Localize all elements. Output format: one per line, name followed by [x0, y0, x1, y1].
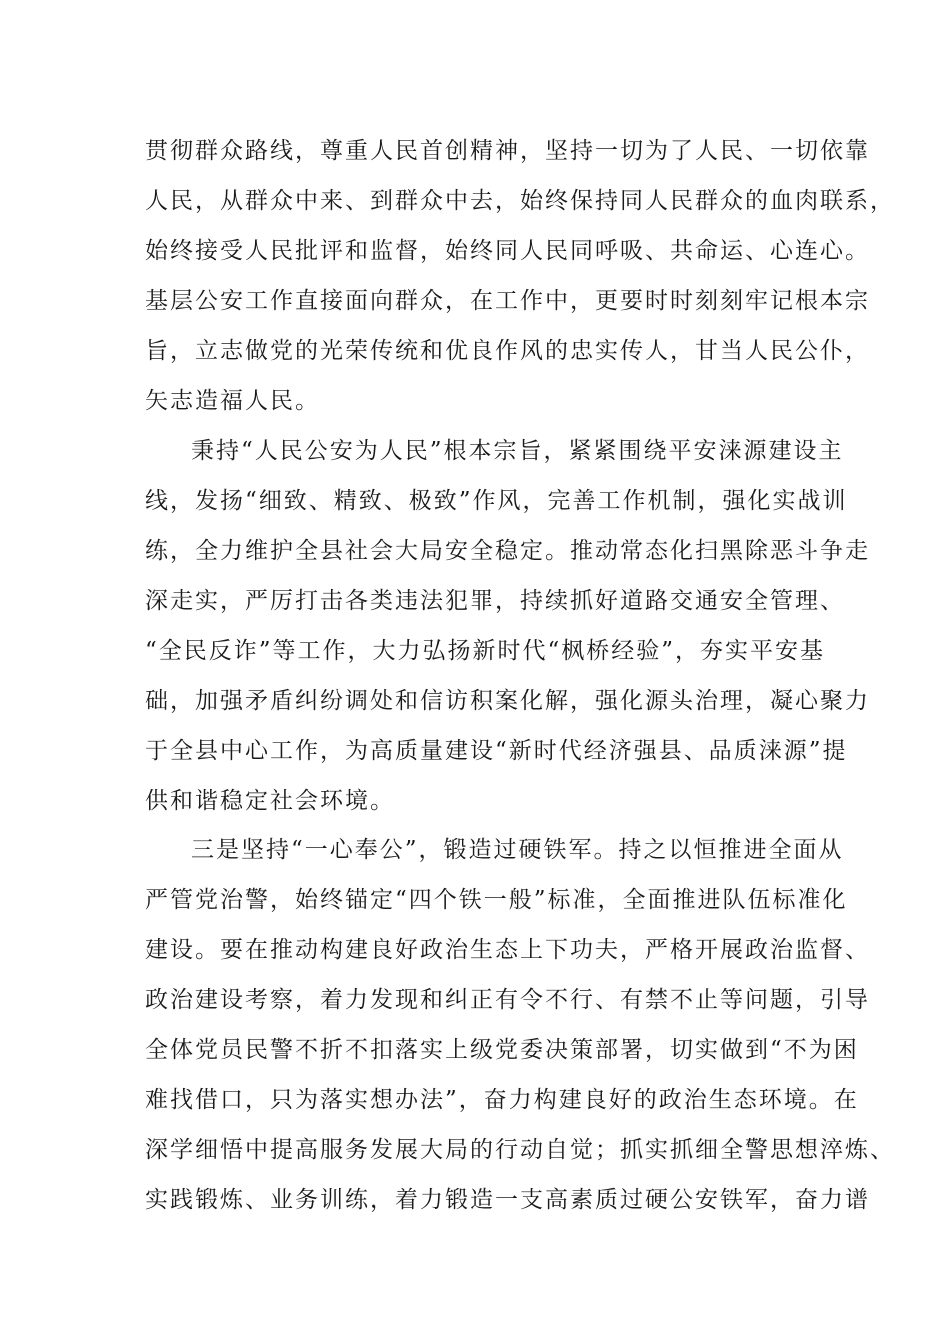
text-line: 础，加强矛盾纠纷调处和信访积案化解，强化源头治理，凝心聚力 — [145, 688, 870, 714]
text-line: 实践锻炼、业务训练，着力锻造一支高素质过硬公安铁军，奋力谱 — [145, 1187, 870, 1213]
text-line: 练，全力维护全县社会大局安全稳定。推动常态化扫黑除恶斗争走 — [145, 538, 870, 564]
text-line: 矢志造福人民。 — [145, 388, 320, 414]
text-line: 始终接受人民批评和监督，始终同人民同呼吸、共命运、心连心。 — [145, 238, 870, 264]
text-line: 秉持“人民公安为人民”根本宗旨，紧紧围绕平安涞源建设主 — [191, 438, 844, 464]
text-line: 供和谐稳定社会环境。 — [145, 788, 395, 814]
text-line: 基层公安工作直接面向群众，在工作中，更要时时刻刻牢记根本宗 — [145, 288, 870, 314]
text-line: 线，发扬“细致、精致、极致”作风，完善工作机制，强化实战训 — [145, 488, 848, 514]
text-line: 贯彻群众路线，尊重人民首创精神，坚持一切为了人民、一切依靠 — [145, 138, 870, 164]
text-line: 深走实，严厉打击各类违法犯罪，持续抓好道路交通安全管理、 — [145, 588, 845, 614]
text-line: 三是坚持“一心奉公”，锻造过硬铁军。持之以恒推进全面从 — [191, 837, 844, 863]
text-line: 深学细悟中提高服务发展大局的行动自觉；抓实抓细全警思想淬炼、 — [145, 1137, 895, 1163]
text-line: 难找借口，只为落实想办法”，奋力构建良好的政治生态环境。在 — [145, 1087, 859, 1113]
text-line: 人民，从群众中来、到群众中去，始终保持同人民群众的血肉联系， — [145, 188, 895, 214]
text-line: 旨，立志做党的光荣传统和优良作风的忠实传人，甘当人民公仆， — [145, 338, 870, 364]
text-line: 于全县中心工作，为高质量建设“新时代经济强县、品质涞源”提 — [145, 738, 848, 764]
text-line: “全民反诈”等工作，大力弘扬新时代“枫桥经验”，夯实平安基 — [145, 638, 826, 664]
text-line: 政治建设考察，着力发现和纠正有令不行、有禁不止等问题，引导 — [145, 987, 870, 1013]
text-line: 建设。要在推动构建良好政治生态上下功夫，严格开展政治监督、 — [145, 937, 870, 963]
text-line: 严管党治警，始终锚定“四个铁一般”标准，全面推进队伍标准化 — [145, 887, 848, 913]
text-line: 全体党员民警不折不扣落实上级党委决策部署，切实做到“不为困 — [145, 1037, 859, 1063]
